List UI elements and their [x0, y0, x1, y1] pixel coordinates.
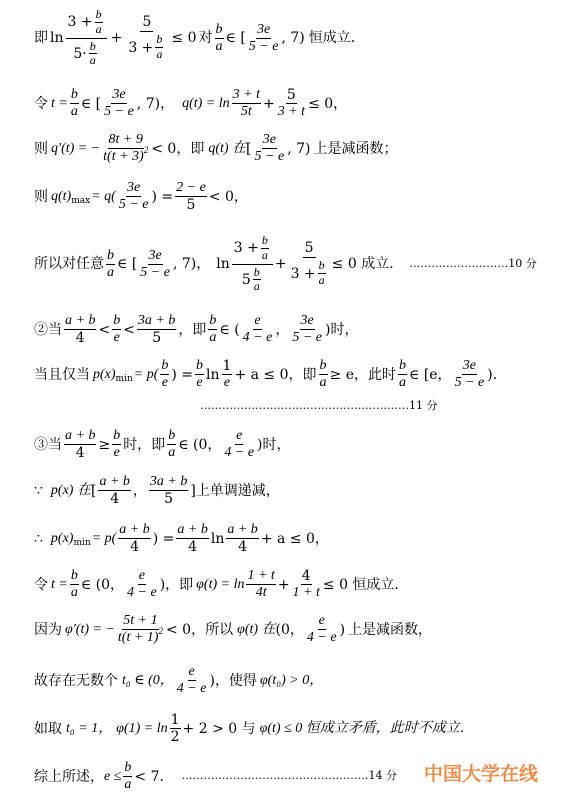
ln-symbol: ln [210, 530, 225, 547]
fraction [64, 313, 96, 346]
text: 即 [34, 30, 48, 47]
ln-symbol: ln [206, 366, 220, 383]
den: a [318, 273, 325, 288]
fraction [246, 568, 275, 601]
text: 对 [198, 30, 213, 47]
text: ) = [152, 530, 175, 547]
fraction [232, 87, 261, 120]
text: ∈ [e， [409, 366, 452, 383]
text: t = [51, 95, 68, 111]
den: 4 − e [176, 681, 207, 697]
den: 5 − e [118, 197, 149, 213]
den: 5 − e [140, 264, 170, 280]
text: 时，即 [123, 436, 166, 453]
line-6 [34, 313, 358, 346]
den: a [168, 445, 176, 461]
den: e [223, 375, 231, 391]
num: b [319, 358, 328, 375]
text: φ(1) = ln [116, 720, 168, 736]
text: 当且仅当 [34, 366, 90, 383]
fraction [112, 313, 121, 346]
fraction [98, 474, 130, 507]
num-text: 5 [304, 240, 314, 257]
text: ) [487, 366, 493, 383]
text: ， [132, 482, 147, 499]
den: a [209, 330, 217, 346]
complex-fraction [126, 14, 167, 62]
den: a [156, 47, 163, 62]
den: a [261, 247, 268, 262]
text: ，使得 [214, 672, 257, 689]
subscript: max [71, 196, 91, 207]
complex-fraction [66, 8, 107, 68]
fraction [222, 358, 233, 391]
den [102, 145, 149, 165]
subscript: min [115, 374, 133, 385]
text: φ(t) 在 [237, 621, 276, 637]
den: e [161, 375, 168, 391]
text: , 7) [136, 95, 161, 112]
den: 5 − e [292, 330, 322, 346]
den: 1 + t [292, 585, 320, 601]
because-symbol: ∵ [34, 482, 43, 499]
text: ) = [151, 188, 174, 205]
text: + 2 > 0 与 [182, 720, 256, 737]
fraction [254, 132, 286, 165]
fraction [208, 313, 217, 346]
line-3 [34, 132, 397, 165]
num: a + b [64, 313, 96, 330]
text: ，即 [178, 321, 207, 338]
num: 3e [126, 180, 141, 197]
num: b [318, 258, 325, 273]
text: 则 [34, 140, 48, 157]
den: e [196, 375, 203, 391]
fraction [89, 40, 97, 69]
den: a [89, 53, 96, 68]
num: b [167, 428, 176, 445]
text: ≥ [98, 436, 111, 453]
den: 4 [130, 539, 139, 556]
num: b [112, 313, 121, 330]
fraction [306, 613, 338, 646]
line-4 [34, 180, 248, 213]
num: 1 + t [246, 568, 275, 585]
num: e [138, 568, 146, 585]
fraction [137, 313, 176, 346]
text: + a ≤ 0，即 [234, 366, 317, 383]
exponent: 2 [143, 145, 149, 156]
fraction [139, 248, 171, 281]
num: e [188, 664, 196, 681]
den: a [70, 585, 78, 601]
den-text: 3 + [128, 39, 154, 56]
fraction [318, 259, 326, 288]
text: ) [325, 321, 331, 338]
num: b [95, 7, 102, 21]
text: p(x) [93, 366, 116, 382]
num: b [215, 22, 224, 39]
fraction [170, 712, 181, 745]
num: 3e [256, 22, 271, 39]
den: 4 − e [127, 585, 157, 601]
num: b [112, 428, 121, 445]
den [117, 626, 164, 646]
ln-symbol: ln [50, 30, 64, 47]
num: 3e [111, 87, 126, 104]
fraction [126, 568, 158, 601]
therefore-symbol: ∴ [34, 530, 43, 547]
num: 5t + 1 [122, 613, 158, 630]
fraction [398, 358, 407, 391]
den: 4 [75, 330, 85, 347]
score-dots: ……………………………………………14 分 [181, 769, 397, 783]
text: ③当 [34, 436, 62, 453]
text: ，即 [165, 576, 194, 593]
fraction [292, 568, 321, 601]
num: e [253, 313, 261, 330]
den: 5 [186, 197, 196, 214]
den: e [113, 445, 120, 461]
den: 5 [152, 330, 162, 347]
fraction [103, 87, 135, 120]
den: 4 − e [224, 445, 255, 461]
text: 上是减函数； [313, 140, 398, 157]
den: a [215, 38, 223, 54]
fraction [106, 248, 115, 281]
num: b [160, 358, 169, 375]
fraction [155, 33, 163, 62]
fraction [195, 358, 204, 391]
text: 时， [262, 436, 291, 453]
den: a [95, 21, 102, 36]
num: a + b [226, 522, 258, 539]
text: ) = [171, 366, 194, 383]
fraction [291, 313, 323, 346]
text: ． [492, 366, 507, 383]
num: e [235, 428, 243, 445]
fraction [226, 522, 258, 555]
num: 8t + 9 [108, 132, 144, 149]
fraction [242, 313, 274, 346]
den: a [253, 279, 260, 294]
fraction [70, 87, 79, 120]
fraction [117, 613, 164, 646]
line-12: 令 t = $\frac{b}{a}$ ∈ (0， $\frac{e}{4 - e}$ ) ，即 φ(t) = ln $\frac{1 + t}{4t}$ + $\frac{4}{1 + t}$ ≤ 0 恒成立． [34, 568, 409, 601]
fraction [95, 8, 103, 37]
line-8 [200, 400, 438, 413]
num-text: 3 + [67, 14, 93, 31]
text: q′(t) = − [51, 140, 101, 156]
text: < 7． [134, 768, 174, 785]
complex-fraction [289, 240, 330, 288]
line-16 [34, 760, 397, 793]
text: [ [246, 140, 252, 157]
fraction [175, 180, 207, 213]
text: 恒成立． [308, 30, 365, 47]
text: = q( [91, 188, 116, 204]
den: 4 [75, 445, 85, 462]
den: 5 − e [454, 375, 485, 391]
den: 3 + t [277, 104, 306, 120]
text: ②当 [34, 321, 62, 338]
text: < 0，即 [151, 140, 205, 157]
num: a + b [176, 522, 208, 539]
text: t₀ = 1， [66, 720, 113, 736]
line-9 [34, 428, 291, 461]
fraction [454, 358, 486, 391]
den: 5 − e [104, 104, 134, 120]
num: b [156, 32, 163, 47]
text: φ(t) = ln [196, 576, 245, 592]
num: b [195, 358, 204, 375]
text: q(t) 在 [208, 140, 247, 156]
num: 3a + b [137, 313, 176, 330]
den: 5 − e [248, 38, 279, 54]
num-text: 3 + [233, 240, 259, 257]
num: b [89, 38, 96, 53]
text: , 7) [281, 30, 305, 47]
den: 5t [240, 104, 252, 120]
num: 3e [462, 358, 477, 375]
watermark-logo: 中国大学在线 [424, 763, 539, 785]
text: 时， [330, 321, 359, 338]
text: p(x) 在 [50, 482, 91, 498]
den: 2 [170, 729, 180, 746]
den: 4 [188, 539, 198, 556]
den: 5 [164, 491, 174, 508]
line-7 [34, 358, 507, 391]
fraction [112, 428, 121, 461]
den: a [124, 777, 132, 793]
den: a [319, 375, 327, 391]
text: ， [275, 321, 290, 338]
num: b [70, 87, 79, 104]
text: ∈ (0， [178, 436, 222, 453]
fraction [277, 87, 306, 120]
den: e [113, 330, 120, 346]
num: 3e [262, 132, 277, 149]
den-text: 5 [241, 271, 251, 288]
den: a [399, 375, 406, 391]
fraction [118, 180, 150, 213]
fraction [248, 22, 280, 55]
num: 1 [222, 358, 232, 374]
num: b [208, 313, 217, 330]
num: b [261, 233, 268, 247]
text: < [123, 321, 135, 338]
den-text: t(t + 1) [117, 630, 159, 646]
text: ≥ e，此时 [329, 366, 396, 383]
text: = p( [91, 530, 117, 546]
line-15 [34, 712, 474, 745]
fraction [123, 760, 132, 793]
text: < 0，所以 [165, 621, 234, 638]
text: 上是减函数， [348, 621, 433, 638]
num: e [318, 613, 326, 630]
den: 4 [238, 539, 248, 556]
text: φ(t) ≤ 0 恒成立矛盾，此时不成立． [259, 720, 474, 736]
num: a + b [98, 474, 130, 491]
fraction [64, 428, 96, 461]
num: 5 [286, 87, 296, 103]
line-11 [34, 522, 329, 555]
fraction [261, 234, 269, 263]
line-14 [34, 664, 323, 697]
fraction [253, 266, 261, 295]
text: p(x) [50, 530, 74, 546]
text: φ′(t) = − [65, 621, 115, 637]
num: 3e [148, 248, 163, 265]
text: 故存在无数个 [34, 672, 118, 689]
den: 4t [255, 585, 267, 601]
den: 5 − e [254, 149, 285, 165]
text: ， [196, 256, 211, 273]
line-2: 令 t = $\frac{b}{a}$ ∈ [ $\frac{3e}{5 - e}$ , 7) ， q(t) = ln $\frac{3 + t}{5t}$ + $\frac{5}{3 + t}$ ≤ 0， [34, 87, 348, 120]
num: b [123, 760, 132, 777]
text: ∈ [ [225, 30, 246, 47]
text: < [98, 321, 111, 338]
num: 3 + t [232, 87, 261, 104]
score-dots: ………………………10 分 [409, 256, 537, 270]
text: ≤ 0 成立． [331, 256, 404, 273]
exponent: 2 [158, 626, 163, 637]
line-13 [34, 613, 432, 646]
line-1: 即 ln 3 + $\frac{b}{a}$ 5· $\frac{b}{a}$ + 5 3 + $\frac{b}{a}$ ≤ 0 对 $\frac{b}{a}$ ∈ [ $\frac{3e}{5 - e}$ , 7) 恒成立． [34, 7, 365, 68]
num: a + b [118, 522, 150, 539]
num: 3a + b [149, 474, 188, 491]
text: = p( [133, 366, 159, 382]
text: , 7) [172, 256, 197, 273]
num: 2 − e [175, 180, 207, 197]
ln-symbol: ln [216, 256, 230, 273]
den: 4 − e [306, 630, 337, 646]
score-dots: …………………………………………………11 分 [200, 399, 438, 412]
text: , 7) [287, 140, 311, 157]
subscript: min [73, 538, 91, 549]
num: 3e [300, 313, 315, 330]
text: ∈ (0， [80, 576, 125, 593]
num-text: 5 [142, 14, 152, 31]
fraction [102, 132, 149, 165]
line-10 [34, 474, 280, 507]
num: b [398, 358, 407, 375]
den-text: 5· [73, 45, 87, 62]
num: b [70, 568, 79, 585]
text: ] [190, 482, 196, 499]
text: 所以对任意 [34, 256, 104, 273]
fraction [176, 664, 208, 697]
text: < 0， [208, 188, 248, 205]
text: ) [339, 621, 346, 638]
text: q(t) = ln [182, 95, 230, 111]
text: e ≤ [104, 768, 122, 784]
text: 因为 [34, 621, 62, 638]
den-text: 3 + [290, 265, 316, 282]
line-5: 所以对任意 $\frac{b}{a}$ ∈ [ $\frac{3e}{5 - e}$ , 7) ， ln 3 + $\frac{b}{a}$ 5 $\frac{b}{a}$ + 5 3 + $\frac{b}{a}$ ≤ 0 成立． ………………………10 分 [34, 233, 537, 294]
text: t = [51, 576, 68, 592]
den: 4 − e [242, 330, 273, 346]
text: ∈ ( [219, 321, 240, 338]
fraction [160, 358, 169, 391]
num: 1 [170, 712, 180, 728]
text: + a ≤ 0， [260, 530, 329, 547]
text: q(t) [51, 188, 72, 204]
fraction [70, 568, 79, 601]
fraction [149, 474, 188, 507]
text: ) [209, 672, 215, 689]
text: (0， [275, 621, 304, 638]
fraction [118, 522, 150, 555]
fraction [319, 358, 328, 391]
fraction [167, 428, 176, 461]
num: b [106, 248, 115, 265]
text: 如取 [34, 720, 62, 737]
text: 令 [34, 576, 48, 593]
text: ∈ [ [117, 256, 138, 273]
text: φ(t₀) > 0， [259, 672, 324, 688]
text: 则 [34, 188, 48, 205]
text: ) [257, 436, 263, 453]
den-text: t(t + 3) [103, 149, 144, 165]
text: ) [159, 576, 166, 593]
text: ∈ [ [80, 95, 102, 112]
text: 令 [34, 95, 48, 112]
fraction [215, 22, 224, 55]
den: a [70, 104, 78, 120]
text: t₀ ∈ (0， [122, 672, 174, 688]
text: 上单调递减， [195, 482, 280, 499]
fraction [223, 428, 255, 461]
num: a + b [64, 428, 96, 445]
num: 4 [301, 568, 311, 584]
text: [ [90, 482, 97, 499]
den: a [107, 264, 114, 280]
text: ≤ 0 恒成立． [322, 576, 409, 593]
den: 4 [110, 491, 120, 508]
fraction [176, 522, 208, 555]
text: ≤ 0， [308, 95, 348, 112]
num: b [253, 264, 260, 279]
text: 综上所述， [34, 768, 104, 785]
text: ， [160, 95, 175, 112]
complex-fraction [232, 234, 273, 294]
